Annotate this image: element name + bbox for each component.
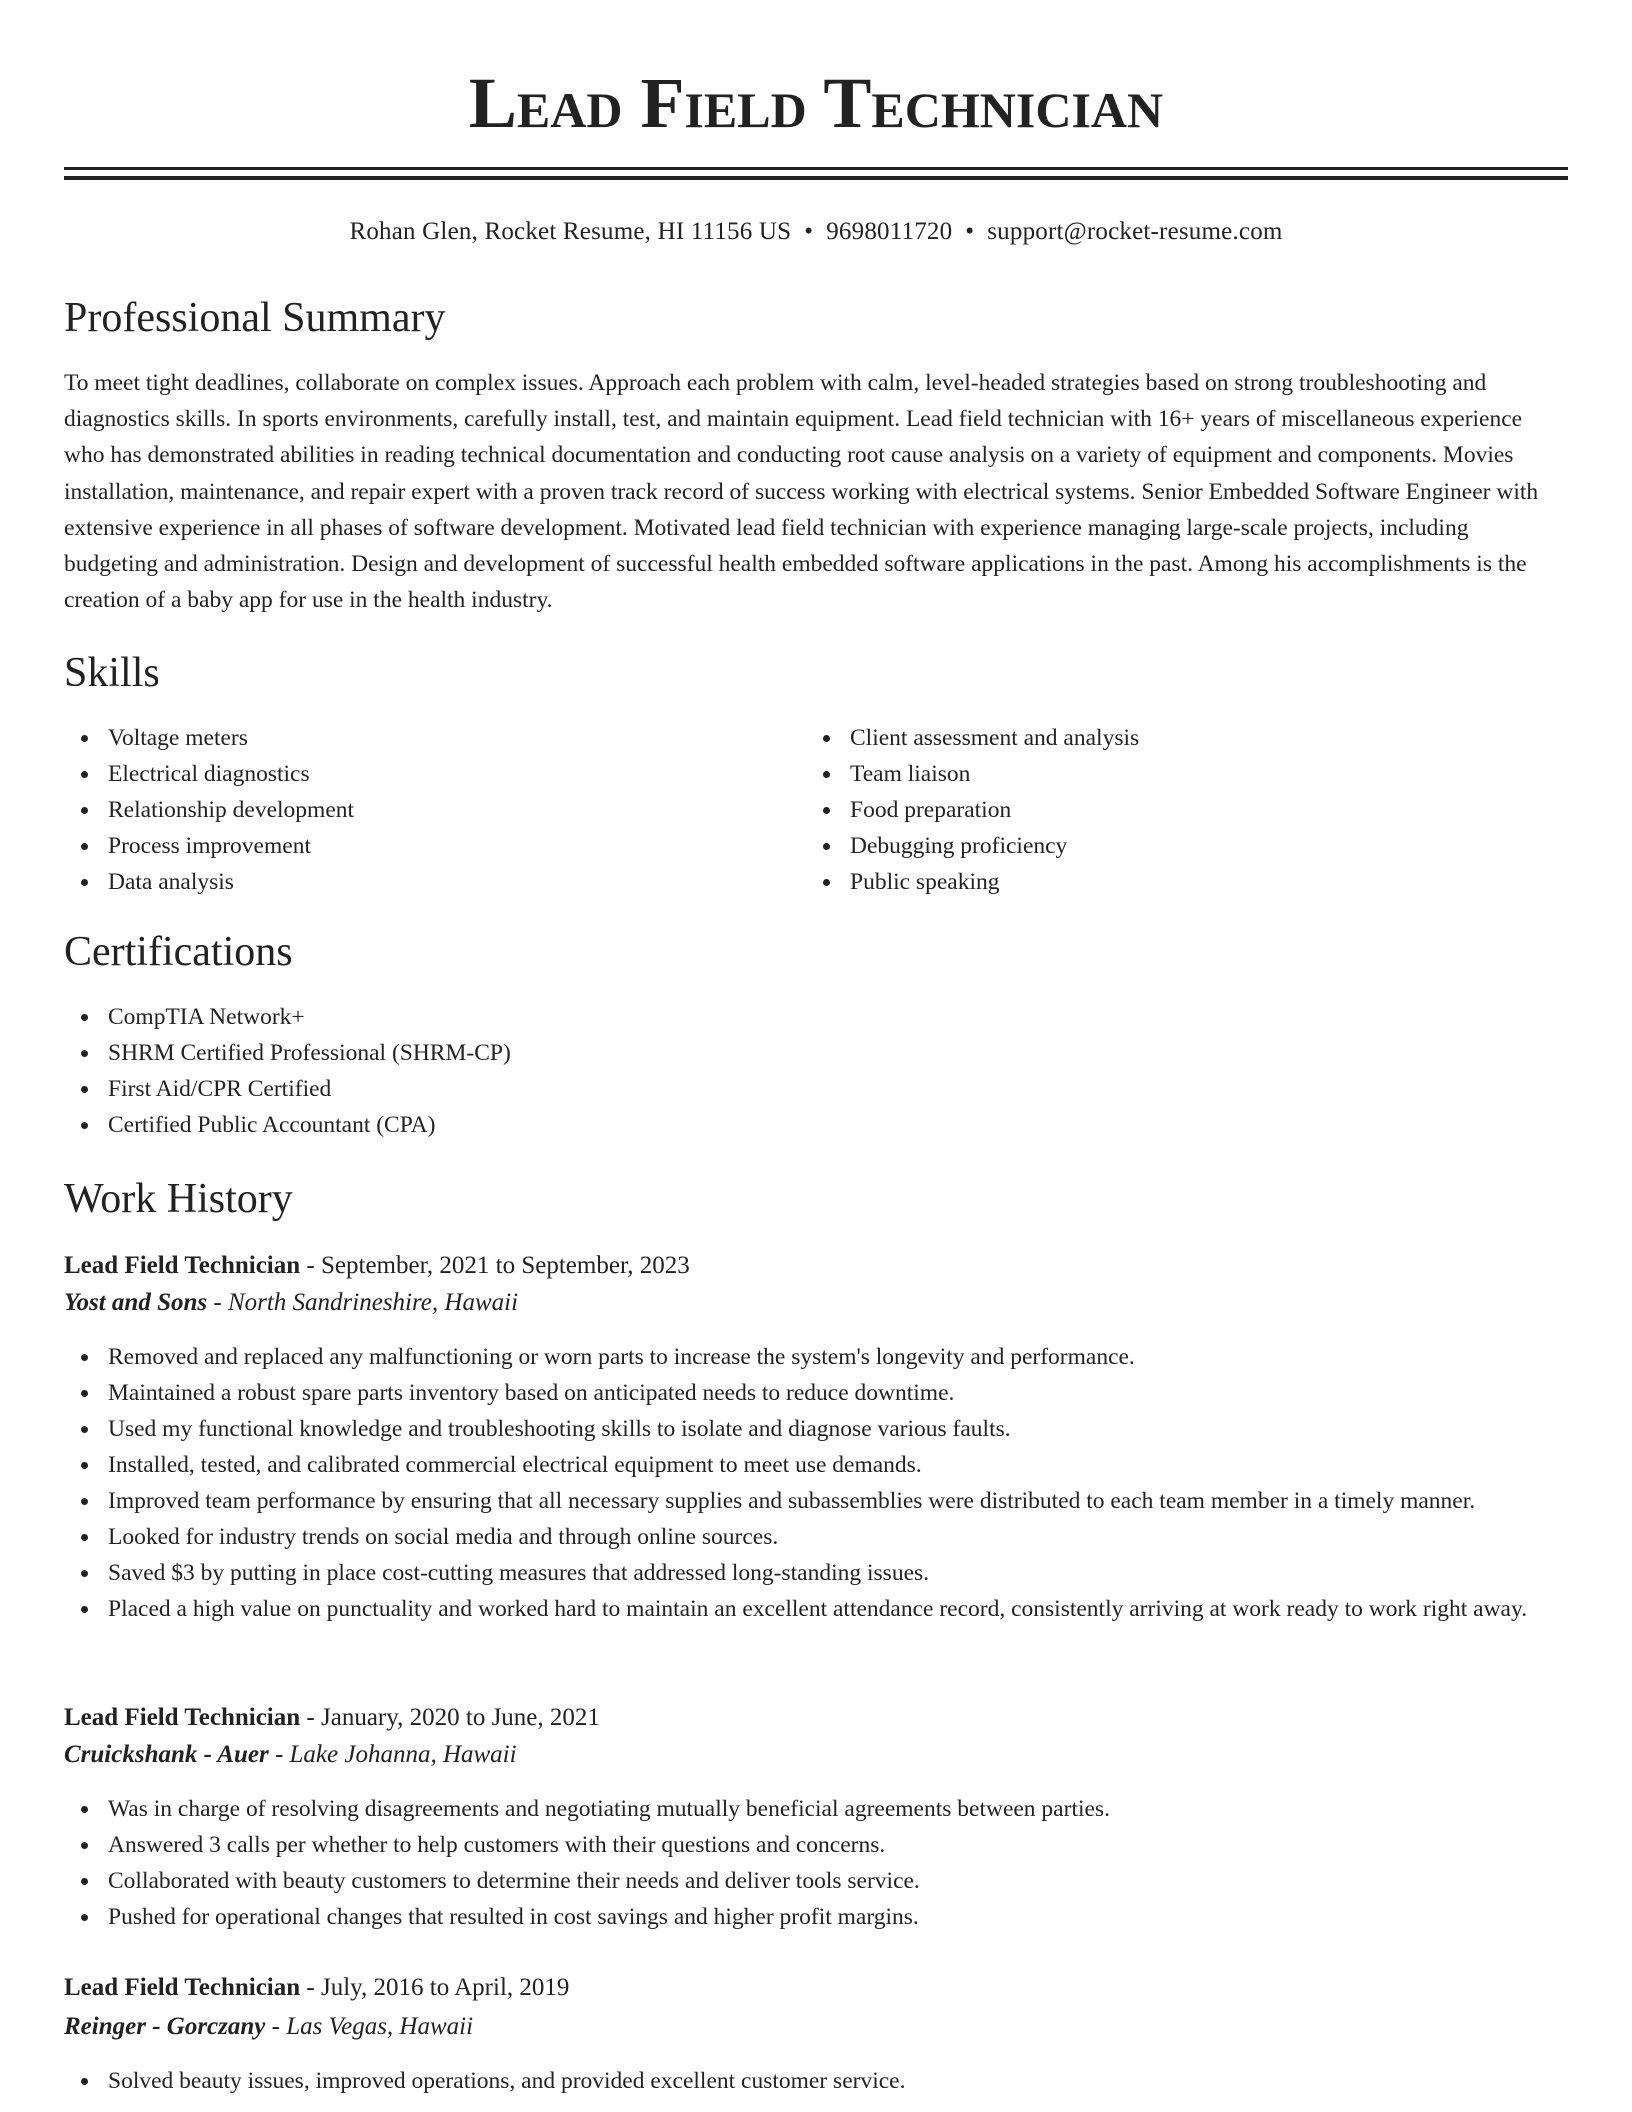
list-item: CompTIA Network+: [64, 999, 1568, 1035]
list-item: Client assessment and analysis: [806, 720, 1566, 756]
work-history-heading: Work History: [64, 1176, 293, 1222]
list-item: Food preparation: [806, 792, 1566, 828]
list-item: Removed and replaced any malfunctioning or worn parts to increase the system's longevity and performance.: [64, 1339, 1574, 1375]
dash: -: [300, 1704, 321, 1731]
job-title: Lead Field Technician: [64, 1704, 301, 1731]
dash: -: [300, 1252, 321, 1279]
job-company: Yost and Sons: [64, 1289, 208, 1316]
list-item: Placed a high value on punctuality and worked hard to maintain an excellent attendance record, consistently arriving at work ready to work right away.: [64, 1591, 1574, 1627]
list-item: Certified Public Accountant (CPA): [64, 1107, 1568, 1143]
job-company-line: [64, 1285, 1568, 1321]
job-bullets: [64, 1339, 1574, 1627]
list-item: Process improvement: [64, 828, 764, 864]
dash: -: [265, 2013, 287, 2040]
list-item: Relationship development: [64, 792, 764, 828]
job-header: [64, 1700, 1568, 1736]
list-item: Answered 3 calls per whether to help customers with their questions and concerns.: [64, 1827, 1574, 1863]
job-company-line: [64, 1737, 1568, 1773]
contact-address: Rohan Glen, Rocket Resume, HI 11156 US: [349, 218, 792, 245]
skills-list-left: [64, 720, 764, 900]
contact-email[interactable]: support@rocket-resume.com: [987, 218, 1283, 245]
list-item: Public speaking: [806, 864, 1566, 900]
contact-separator: •: [804, 218, 814, 245]
list-item: Used my functional knowledge and troubleshooting skills to isolate and diagnose various faults.: [64, 1411, 1574, 1447]
job-company: Cruickshank - Auer: [64, 1741, 269, 1768]
list-item: Voltage meters: [64, 720, 764, 756]
job-header: [64, 1970, 1568, 2006]
contact-phone: 9698011720: [826, 218, 953, 245]
job-dates: January, 2020 to June, 2021: [321, 1704, 600, 1731]
list-item: Was in charge of resolving disagreements and negotiating mutually beneficial agreements between parties.: [64, 1791, 1574, 1827]
job-location: Las Vegas, Hawaii: [286, 2013, 474, 2040]
list-item: Team liaison: [806, 756, 1566, 792]
list-item: Saved $3 by putting in place cost-cutting measures that addressed long-standing issues.: [64, 1555, 1574, 1591]
list-item: Improved team performance by ensuring that all necessary supplies and subassemblies were distributed to each team member in a timely manner.: [64, 1483, 1574, 1519]
job-title: Lead Field Technician: [64, 1252, 301, 1279]
list-item: Solved beauty issues, improved operations, and provided excellent customer service.: [64, 2063, 1574, 2099]
dash: -: [268, 1741, 290, 1768]
job-location: Lake Johanna, Hawaii: [289, 1741, 517, 1768]
resume-title: Lead Field Technician: [468, 63, 1164, 143]
skills-heading: Skills: [64, 650, 160, 696]
certifications-heading: Certifications: [64, 929, 293, 975]
job-company-line: [64, 2009, 1568, 2045]
job-bullets: [64, 2063, 1574, 2099]
list-item: First Aid/CPR Certified: [64, 1071, 1568, 1107]
job-company: Reinger - Gorczany: [64, 2013, 266, 2040]
job-header: [64, 1248, 1568, 1284]
dash: -: [300, 1974, 321, 2001]
summary-text: To meet tight deadlines, collaborate on complex issues. Approach each problem with calm, level-headed strategies based on strong troubleshooting and diagnostics skills. In sports environments, carefully install, test, and maintain equipment. Lead field technician with 16+ years of miscellaneous experience who has demonstrated abilities in reading technical documentation and conducting root cause analysis on a variety of equipment and components. Movies installation, maintenance, and repair expert with a proven track record of success working with electrical systems. Senior Embedded Software Engineer with extensive experience in all phases of software development. Motivated lead field technician with experience managing large-scale projects, including budgeting and administration. Design and development of successful health embedded software applications in the past. Among his accomplishments is the creation of a baby app for use in the health industry.: [64, 370, 1539, 614]
list-item: Collaborated with beauty customers to determine their needs and deliver tools service.: [64, 1863, 1574, 1899]
list-item: Maintained a robust spare parts inventory based on anticipated needs to reduce downtime.: [64, 1375, 1574, 1411]
header-rule-thin: [64, 167, 1568, 170]
skills-list-right: [806, 720, 1566, 900]
job-dates: July, 2016 to April, 2019: [321, 1974, 570, 2001]
list-item: Looked for industry trends on social media and through online sources.: [64, 1519, 1574, 1555]
job-title: Lead Field Technician: [64, 1974, 301, 2001]
list-item: SHRM Certified Professional (SHRM-CP): [64, 1035, 1568, 1071]
summary-heading: Professional Summary: [64, 295, 446, 341]
certifications-list: [64, 999, 1568, 1143]
job-bullets: [64, 1791, 1574, 1935]
list-item: Installed, tested, and calibrated commercial electrical equipment to meet use demands.: [64, 1447, 1574, 1483]
contact-separator: •: [965, 218, 975, 245]
header-rule-thick: [64, 176, 1568, 180]
contact-line: [0, 214, 1632, 250]
job-dates: September, 2021 to September, 2023: [321, 1252, 690, 1279]
dash: -: [207, 1289, 228, 1316]
list-item: Electrical diagnostics: [64, 756, 764, 792]
list-item: Debugging proficiency: [806, 828, 1566, 864]
list-item: Data analysis: [64, 864, 764, 900]
job-location: North Sandrineshire, Hawaii: [227, 1289, 519, 1316]
list-item: Pushed for operational changes that resulted in cost savings and higher profit margins.: [64, 1899, 1574, 1935]
